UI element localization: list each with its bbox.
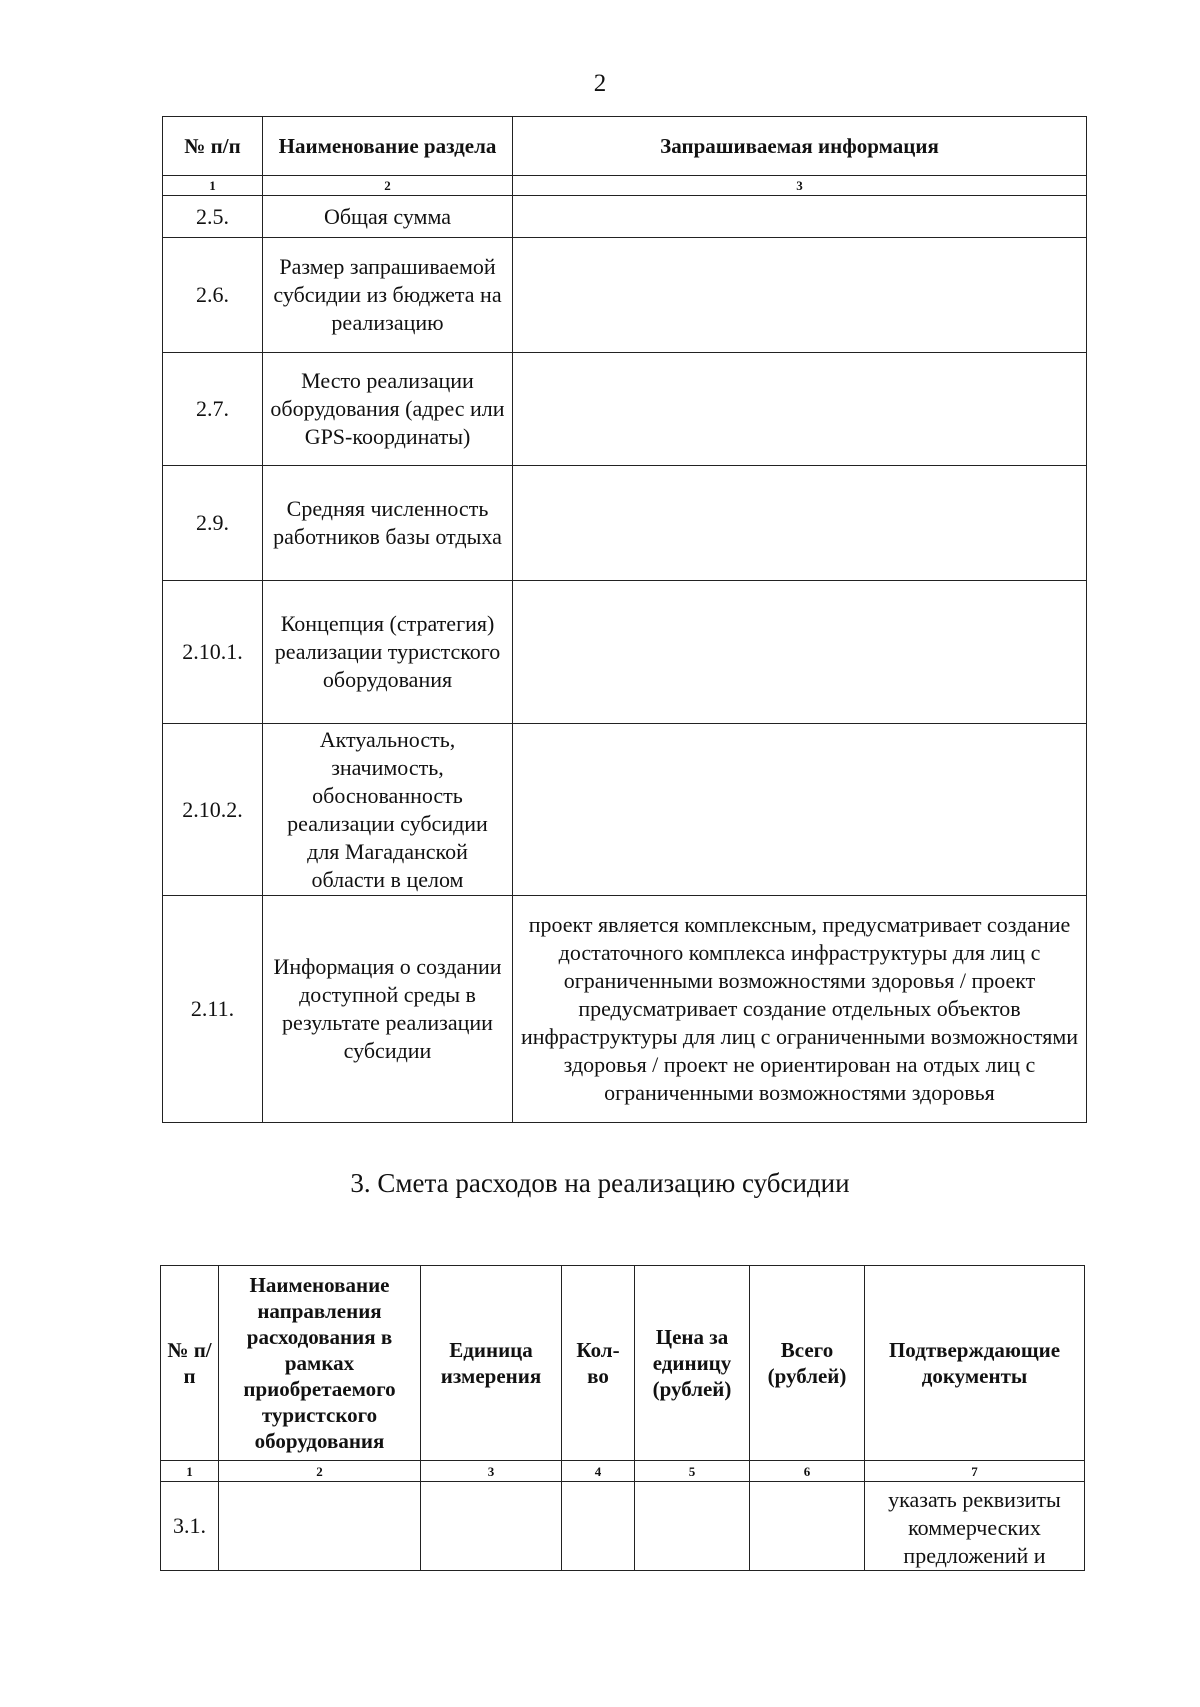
row-quantity	[562, 1482, 635, 1571]
column-header-requested-info: Запрашиваемая информация	[513, 117, 1087, 176]
column-index: 1	[161, 1461, 219, 1482]
row-number: 2.7.	[163, 353, 263, 466]
row-number: 2.9.	[163, 466, 263, 581]
section-3-title: 3. Смета расходов на реализацию субсидии	[350, 1168, 850, 1198]
row-number: 2.6.	[163, 238, 263, 353]
column-header-supporting-docs: Подтверждающие документы	[865, 1266, 1085, 1461]
column-index: 2	[219, 1461, 421, 1482]
row-requested-info	[513, 466, 1087, 581]
row-section-name: Общая сумма	[263, 196, 513, 238]
page-number: 2	[593, 70, 607, 97]
expense-estimate-table	[160, 1265, 1085, 1571]
column-index: 4	[562, 1461, 635, 1482]
row-number: 2.10.2.	[163, 724, 263, 896]
row-number: 2.11.	[163, 896, 263, 1123]
row-requested-info	[513, 238, 1087, 353]
row-requested-info	[513, 581, 1087, 724]
info-table	[162, 116, 1087, 1123]
column-header-number: № п/п	[161, 1266, 219, 1461]
table-row	[163, 196, 1087, 238]
column-header-expense-direction: Наименование направления расходования в рамках приобретаемого туристского оборудования	[219, 1266, 421, 1461]
table-row	[161, 1482, 1085, 1571]
column-header-total: Всего (рублей)	[750, 1266, 865, 1461]
table-header-row	[163, 117, 1087, 176]
row-unit	[421, 1482, 562, 1571]
column-header-unit: Единица измерения	[421, 1266, 562, 1461]
column-header-quantity: Кол-во	[562, 1266, 635, 1461]
row-section-name: Место реализации оборудования (адрес или GPS-координаты)	[263, 353, 513, 466]
table-row	[163, 466, 1087, 581]
column-index-row	[163, 176, 1087, 196]
row-requested-info	[513, 724, 1087, 896]
row-requested-info: проект является комплексным, предусматривает создание достаточного комплекса инфраструктуры для лиц с ограниченными возможностями здоровья / проект предусматривает создание отдельных объектов инфраструктуры для лиц с ограниченными возможностями здоровья / проект не ориентирован на отдых лиц с ограниченными возможностями здоровья	[513, 896, 1087, 1123]
row-requested-info	[513, 353, 1087, 466]
row-number: 2.10.1.	[163, 581, 263, 724]
row-section-name: Информация о создании доступной среды в результате реализации субсидии	[263, 896, 513, 1123]
column-index: 7	[865, 1461, 1085, 1482]
column-index-row	[161, 1461, 1085, 1482]
row-section-name: Актуальность, значимость, обоснованность реализации субсидии для Магаданской области в целом	[263, 724, 513, 896]
row-section-name: Концепция (стратегия) реализации туристского оборудования	[263, 581, 513, 724]
column-index: 6	[750, 1461, 865, 1482]
row-number: 2.5.	[163, 196, 263, 238]
column-index: 5	[635, 1461, 750, 1482]
row-section-name: Средняя численность работников базы отдыха	[263, 466, 513, 581]
row-supporting-docs: указать реквизиты коммерческих предложений и	[865, 1482, 1085, 1571]
row-section-name: Размер запрашиваемой субсидии из бюджета на реализацию	[263, 238, 513, 353]
row-number: 3.1.	[161, 1482, 219, 1571]
column-index: 3	[421, 1461, 562, 1482]
column-index: 1	[163, 176, 263, 196]
table-row	[163, 724, 1087, 896]
table-row	[163, 238, 1087, 353]
column-index: 2	[263, 176, 513, 196]
table-row	[163, 353, 1087, 466]
table-row	[163, 581, 1087, 724]
table-row	[163, 896, 1087, 1123]
column-index: 3	[513, 176, 1087, 196]
row-unit-price	[635, 1482, 750, 1571]
column-header-section-name: Наименование раздела	[263, 117, 513, 176]
column-header-number: № п/п	[163, 117, 263, 176]
row-requested-info	[513, 196, 1087, 238]
table-header-row	[161, 1266, 1085, 1461]
row-expense-direction	[219, 1482, 421, 1571]
row-total	[750, 1482, 865, 1571]
column-header-unit-price: Цена за единицу (рублей)	[635, 1266, 750, 1461]
